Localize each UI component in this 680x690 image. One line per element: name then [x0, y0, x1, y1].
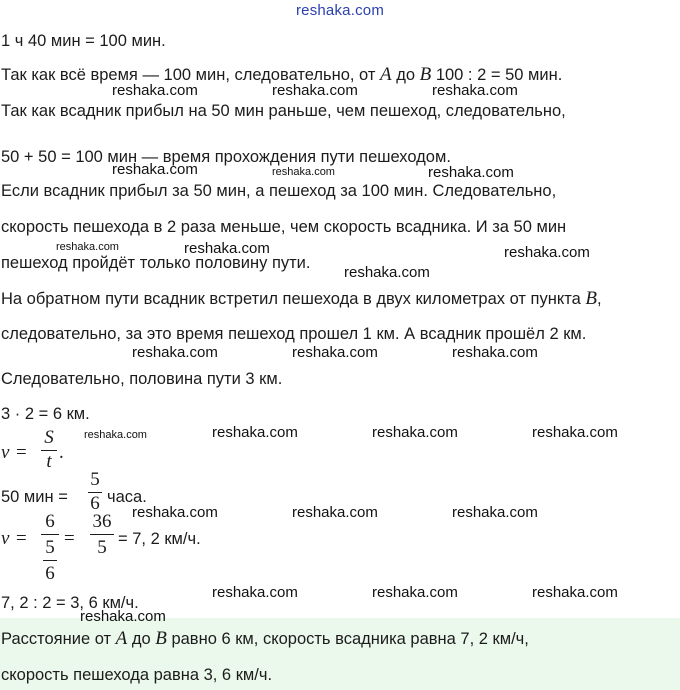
watermark: reshaka.com [184, 240, 270, 257]
line-text: скорость пешехода равна 3, 6 км/ч. [1, 666, 273, 684]
site-header[interactable]: reshaka.com [295, 2, 385, 19]
watermark: reshaka.com [212, 424, 298, 441]
watermark: reshaka.com [132, 504, 218, 521]
watermark: reshaka.com [132, 344, 218, 361]
watermark: reshaka.com [452, 344, 538, 361]
equals-sign: = [64, 528, 75, 549]
line-text: 50 + 50 = 100 мин — время прохождения пути пешеходом. [1, 148, 451, 166]
solution-line-10 [1, 368, 282, 390]
watermark: reshaka.com [532, 424, 618, 441]
nested-denominator: 6 [45, 563, 55, 584]
var-v: v [1, 528, 10, 549]
watermark: reshaka.com [344, 264, 430, 281]
line-text: 50 мин = [1, 488, 68, 506]
line-text: равно 6 км, скорость всадника равна 7, 2 км/ч, [166, 630, 529, 648]
line-text: следовательно, за это время пешеход прошел 1 км. А всадник прошёл 2 км. [1, 325, 587, 343]
line-text: до [391, 66, 420, 84]
solution-line-9 [1, 323, 586, 345]
watermark: reshaka.com [452, 504, 538, 521]
line-text: Так как всадник прибыл на 50 мин раньше, чем пешеход, следовательно, [1, 102, 566, 120]
period: . [59, 442, 64, 463]
fraction-numerator: 6 [45, 511, 55, 532]
solution-line-6 [1, 216, 566, 238]
point-a: A [115, 628, 128, 649]
watermark: reshaka.com [112, 161, 198, 178]
solution-line-5 [1, 180, 556, 202]
watermark: reshaka.com [56, 241, 119, 253]
watermark: reshaka.com [532, 584, 618, 601]
point-b: B [585, 288, 597, 309]
fraction-numerator: 36 [92, 511, 112, 532]
line-text: 3 · 2 = 6 км. [1, 405, 90, 423]
watermark: reshaka.com [272, 166, 335, 178]
point-a: A [380, 64, 392, 85]
line-text: Так как всё время — 100 мин, следовательно, от [1, 66, 381, 84]
line-text: 100 : 2 = 50 мин. [431, 66, 563, 84]
line-text: , [597, 290, 602, 308]
fraction-bar [41, 534, 59, 535]
equals-sign: = [16, 442, 27, 463]
watermark: reshaka.com [372, 424, 458, 441]
answer-block [0, 618, 680, 690]
watermark: reshaka.com [292, 504, 378, 521]
fraction-bar [90, 534, 114, 535]
line-text: 7, 2 : 2 = 3, 6 км/ч. [1, 594, 139, 612]
answer-line-1 [1, 628, 529, 650]
fraction-denominator: 5 [97, 537, 107, 558]
line-text: 1 ч 40 мин = 100 мин. [1, 32, 166, 50]
line-text: часа. [107, 488, 147, 506]
watermark: reshaka.com [432, 82, 518, 99]
line-text: скорость пешехода в 2 раза меньше, чем скорость всадника. И за 50 мин [1, 218, 567, 236]
solution-line-4 [1, 146, 451, 168]
watermark: reshaka.com [272, 82, 358, 99]
line-text: Следовательно, половина пути 3 км. [1, 370, 283, 388]
line-text: пешеход пройдёт только половину пути. [1, 254, 311, 272]
var-v: v [1, 442, 10, 463]
point-b: B [419, 64, 432, 85]
watermark: reshaka.com [292, 344, 378, 361]
fraction-numerator: 5 [90, 469, 100, 490]
line-text: Расстояние от [1, 630, 116, 648]
line-text: = 7, 2 км/ч. [118, 530, 201, 548]
answer-line-2 [1, 664, 272, 686]
fraction-denominator: 6 [90, 493, 100, 514]
watermark: reshaka.com [212, 584, 298, 601]
watermark: reshaka.com [112, 82, 198, 99]
solution-line-3 [1, 100, 566, 122]
fraction-denominator: t [46, 451, 52, 472]
nested-numerator: 5 [45, 537, 55, 558]
line-text: до [127, 630, 156, 648]
watermark: reshaka.com [80, 608, 166, 625]
watermark: reshaka.com [504, 244, 590, 261]
watermark: reshaka.com [428, 164, 514, 181]
solution-line-8 [1, 288, 602, 310]
solution-line-1 [1, 30, 166, 52]
watermark: reshaka.com [372, 584, 458, 601]
watermark: reshaka.com [84, 429, 147, 441]
fraction-numerator: S [44, 427, 54, 448]
solution-line-11 [1, 403, 90, 425]
nested-fraction-bar [43, 560, 57, 561]
line-text: На обратном пути всадник встретил пешехода в двух километрах от пункта [1, 290, 586, 308]
equals-sign: = [16, 528, 27, 549]
line-text: Если всадник прибыл за 50 мин, а пешеход за 100 мин. Следовательно, [1, 182, 557, 200]
point-b: B [155, 628, 167, 649]
